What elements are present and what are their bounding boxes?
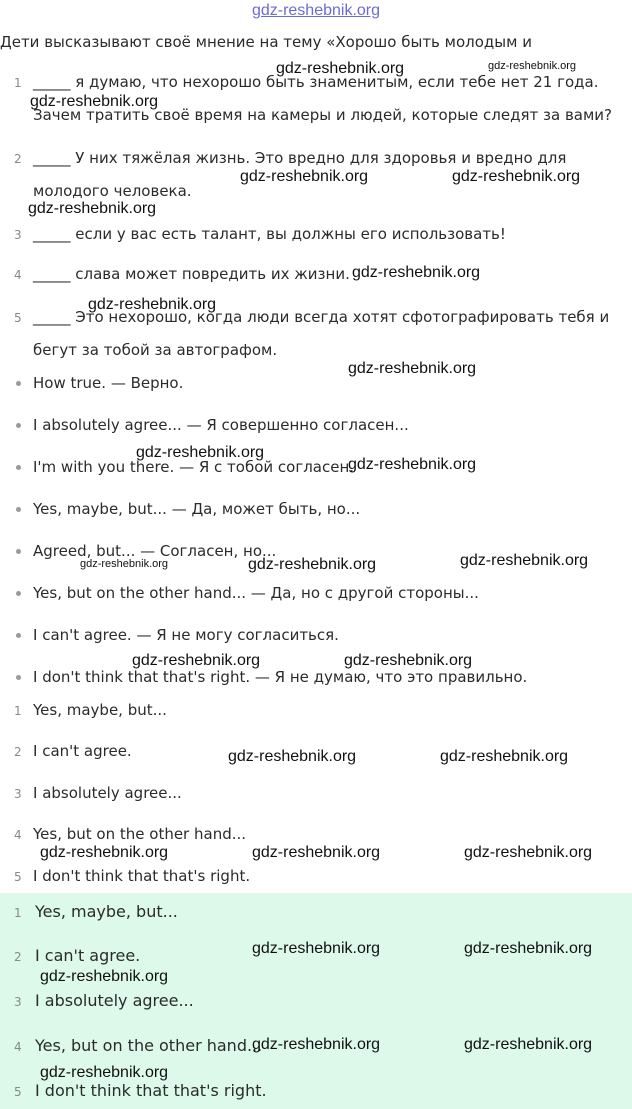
item-number: 5 xyxy=(14,870,22,884)
answer-text: Yes, maybe, but... xyxy=(33,701,167,719)
phrase-text: I don't think that that's right. — Я не думаю, что это правильно. xyxy=(33,668,528,686)
statement-line: _____ я думаю, что нехорошо быть знаменитым, если тебе нет 21 года. xyxy=(33,73,599,91)
phrase-text: How true. — Верно. xyxy=(33,374,184,392)
watermark: gdz-reshebnik.org xyxy=(252,844,381,861)
watermark: gdz-reshebnik.org xyxy=(452,168,581,185)
bullet-icon xyxy=(16,591,21,596)
item-number: 3 xyxy=(14,995,22,1009)
watermark: gdz-reshebnik.org xyxy=(88,296,217,313)
watermark: gdz-reshebnik.org xyxy=(464,844,593,861)
item-number: 2 xyxy=(14,152,22,166)
item-number: 4 xyxy=(14,828,22,842)
phrase-text: Agreed, but... — Согласен, но... xyxy=(33,542,277,560)
watermark: gdz-reshebnik.org xyxy=(276,60,405,77)
phrase-text: I'm with you there. — Я с тобой согласен. xyxy=(33,458,355,476)
answer-text: Yes, but on the other hand... xyxy=(35,1036,263,1055)
watermark: gdz-reshebnik.org xyxy=(440,748,569,765)
phrase-text: Yes, but on the other hand... — Да, но с другой стороны... xyxy=(33,584,479,602)
watermark: gdz-reshebnik.org xyxy=(344,652,473,669)
bullet-icon xyxy=(16,675,21,680)
bullet-icon xyxy=(16,549,21,554)
statement-line: бегут за тобой за автографом. xyxy=(33,341,278,359)
watermark: gdz-reshebnik.org xyxy=(132,652,261,669)
answer-text: I absolutely agree... xyxy=(33,784,182,802)
watermark: gdz-reshebnik.org xyxy=(240,168,369,185)
bullet-icon xyxy=(16,633,21,638)
watermark: gdz-reshebnik.org xyxy=(348,360,477,377)
watermark: gdz-reshebnik.org xyxy=(460,552,589,569)
item-number: 3 xyxy=(14,787,22,801)
answer-text: I can't agree. xyxy=(33,742,132,760)
watermark: gdz-reshebnik.org xyxy=(464,1036,593,1053)
watermark: gdz-reshebnik.org xyxy=(252,940,381,957)
bullet-icon xyxy=(16,507,21,512)
watermark: gdz-reshebnik.org xyxy=(136,444,265,461)
item-number: 2 xyxy=(14,745,22,759)
watermark: gdz-reshebnik.org xyxy=(40,844,169,861)
statement-line: _____ если у вас есть талант, вы должны его использовать! xyxy=(33,225,506,243)
watermark: gdz-reshebnik.org xyxy=(248,556,377,573)
item-number: 2 xyxy=(14,950,22,964)
answer-text: I absolutely agree... xyxy=(35,991,194,1010)
item-number: 1 xyxy=(14,704,22,718)
watermark: gdz-reshebnik.org xyxy=(252,1036,381,1053)
statement-line: _____ слава может повредить их жизни. xyxy=(33,265,350,283)
item-number: 1 xyxy=(14,906,22,920)
watermark: gdz-reshebnik.org xyxy=(80,558,169,570)
answer-text: I don't think that that's right. xyxy=(35,1081,267,1100)
item-number: 3 xyxy=(14,228,22,242)
phrase-text: I can't agree. — Я не могу согласиться. xyxy=(33,626,339,644)
site-header-link[interactable]: gdz-reshebnik.org xyxy=(251,2,381,19)
statement-line: _____ Это нехорошо, когда люди всегда хотят сфотографировать тебя и xyxy=(33,308,610,326)
item-number: 5 xyxy=(14,311,22,325)
watermark: gdz-reshebnik.org xyxy=(348,456,477,473)
statement-line: молодого человека. xyxy=(33,182,192,200)
watermark: gdz-reshebnik.org xyxy=(228,748,357,765)
bullet-icon xyxy=(16,465,21,470)
statement-line: Зачем тратить своё время на камеры и людей, которые следят за вами? xyxy=(33,106,613,124)
watermark: gdz-reshebnik.org xyxy=(488,60,577,72)
watermark: gdz-reshebnik.org xyxy=(40,1064,169,1081)
watermark: gdz-reshebnik.org xyxy=(352,264,481,281)
intro-text: Дети высказывают своё мнение на тему «Хорошо быть молодым и xyxy=(0,33,532,51)
bullet-icon xyxy=(16,423,21,428)
item-number: 5 xyxy=(14,1085,22,1099)
answer-text: I don't think that that's right. xyxy=(33,867,251,885)
watermark: gdz-reshebnik.org xyxy=(40,968,169,985)
bullet-icon xyxy=(16,381,21,386)
answer-text: Yes, but on the other hand... xyxy=(33,825,247,843)
statement-line: _____ У них тяжёлая жизнь. Это вредно для здоровья и вредно для xyxy=(33,149,567,167)
answer-text: I can't agree. xyxy=(35,946,141,965)
watermark: gdz-reshebnik.org xyxy=(30,93,159,110)
item-number: 1 xyxy=(14,76,22,90)
item-number: 4 xyxy=(14,1040,22,1054)
answer-text: Yes, maybe, but... xyxy=(35,902,178,921)
watermark: gdz-reshebnik.org xyxy=(464,940,593,957)
phrase-text: Yes, maybe, but... — Да, может быть, но... xyxy=(33,500,361,518)
phrase-text: I absolutely agree... — Я совершенно согласен... xyxy=(33,416,409,434)
item-number: 4 xyxy=(14,268,22,282)
watermark: gdz-reshebnik.org xyxy=(28,200,157,217)
